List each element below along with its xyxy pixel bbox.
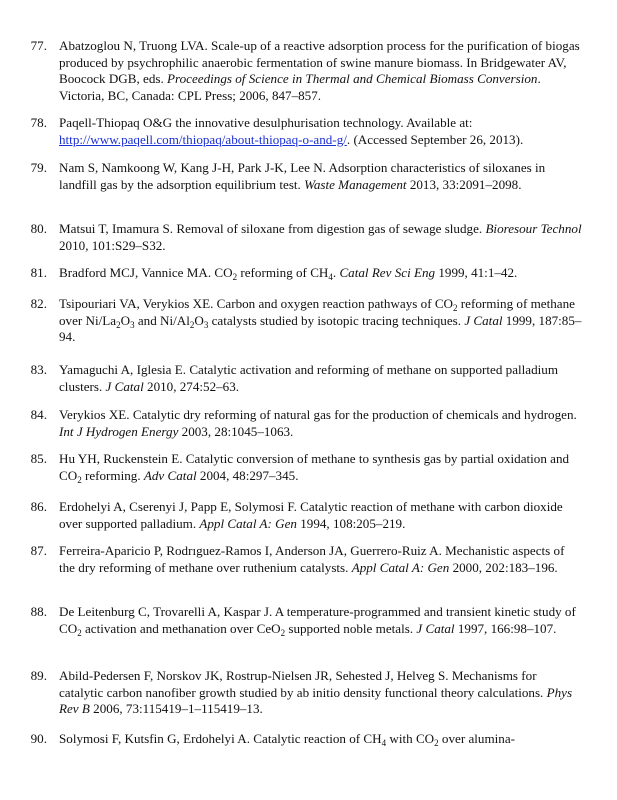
reference-text: Ferreira-Aparicio P, Rodrıguez-Ramos I, Anderson JA, Guerrero-Ruiz A. Mechanistic aspects of the dry reforming of methane over ruthenium catalysts. Appl Catal A: Gen 2000, 202:183–196.: [59, 543, 565, 575]
reference-text: Abild-Pedersen F, Norskov JK, Rostrup-Nielsen JR, Sehested J, Helveg S. Mechanisms for catalytic carbon nanofiber growth studied by ab initio density functional theory calculations. Phys Rev B 2006, 73:115419–1–115419–13.: [59, 668, 573, 717]
reference-number: 80.: [30, 221, 47, 236]
journal-title: Adv Catal: [143, 467, 197, 483]
reference-number: 87.: [30, 543, 47, 558]
reference-text: Tsipouriari VA, Verykios XE. Carbon and oxygen reaction pathways of $CO_2$ reforming of methane over $Ni/La_2O_3$ and $Ni/Al_2O_3$ catalysts studied by isotopic tracing techniques. J Catal 1999, 187:85–94.: [59, 296, 582, 345]
reference-number: 77.: [30, 38, 47, 53]
reference-number: 88.: [30, 604, 47, 619]
reference-text: Nam S, Namkoong W, Kang J-H, Park J-K, Lee N. Adsorption characteristics of siloxanes in landfill gas by the adsorption equilibrium test. Waste Management 2013, 33:2091–2098.: [59, 160, 546, 192]
journal-title: Phys Rev B: [59, 684, 573, 717]
reference-text: Bradford MCJ, Vannice MA. $CO_2$ reforming of $CH_4$. Catal Rev Sci Eng 1999, 41:1–42.: [59, 265, 518, 282]
journal-title: Int J Hydrogen Energy: [59, 423, 179, 439]
reference-number: 83.: [30, 362, 47, 377]
reference-number: 84.: [30, 407, 47, 422]
reference-text: Erdohelyi A, Cserenyi J, Papp E, Solymosi F. Catalytic reaction of methane with carbon dioxide over supported palladium. Appl Catal A: Gen 1994, 108:205–219.: [59, 499, 563, 531]
journal-title: J Catal: [464, 312, 503, 328]
reference-text: De Leitenburg C, Trovarelli A, Kaspar J. A temperature-programmed and transient kinetic study of $CO_2$ activation and methanation over CeO$_2$ supported noble metals. J Catal 1997, 166:98–107.: [59, 604, 576, 638]
journal-title: Appl Catal A: Gen: [351, 559, 450, 575]
reference-number: 89.: [30, 668, 47, 683]
journal-title: Waste Management: [304, 176, 407, 192]
journal-title: J Catal: [416, 620, 455, 636]
journal-title: Catal Rev Sci Eng: [339, 265, 436, 280]
reference-number: 86.: [30, 499, 47, 514]
reference-number: 85.: [30, 451, 47, 466]
journal-title: J Catal: [105, 378, 144, 394]
reference-url-link[interactable]: http://www.paqell.com/thiopaq/about-thiopaq-o-and-g/: [59, 131, 347, 147]
reference-text: Abatzoglou N, Truong LVA. Scale-up of a reactive adsorption process for the purification of biogas produced by psychrophilic anaerobic fermentation of swine manure biomass. In Bridgewater AV, Boocock DGB, eds. Proceedings of Science in Thermal and Chemical Biomass Conversion. Victoria, BC, Canada: CPL Press; 2006, 847–857.: [59, 38, 580, 103]
reference-number: 90.: [30, 731, 47, 746]
reference-number: 79.: [30, 160, 47, 175]
reference-text: Paqell-Thiopaq O&G the innovative desulphurisation technology. Available at: http://www.paqell.com/thiopaq/about-thiopaq-o-and-g/. (Accessed September 26, 2013).: [59, 115, 524, 147]
reference-text: Matsui T, Imamura S. Removal of siloxane from digestion gas of sewage sludge. Bioresour Technol 2010, 101:S29–S32.: [59, 221, 582, 253]
reference-text: Hu YH, Ruckenstein E. Catalytic conversion of methane to synthesis gas by partial oxidation and $CO_2$ reforming. Adv Catal 2004, 48:297–345.: [59, 451, 570, 485]
reference-number: 78.: [30, 115, 47, 130]
journal-title: Proceedings of Science in Thermal and Chemical Biomass Conversion: [167, 71, 538, 87]
reference-text: Verykios XE. Catalytic dry reforming of natural gas for the production of chemicals and hydrogen. Int J Hydrogen Energy 2003, 28:1045–1063.: [59, 407, 577, 439]
reference-text: Solymosi F, Kutsfin G, Erdohelyi A. Catalytic reaction of $CH_4$ with $CO_2$ over alumina-: [59, 731, 515, 748]
reference-number: 81.: [30, 265, 47, 280]
reference-number: 82.: [30, 296, 47, 311]
journal-title: Bioresour Technol: [485, 221, 582, 236]
journal-title: Appl Catal A: Gen: [199, 515, 297, 531]
reference-text: Yamaguchi A, Iglesia E. Catalytic activation and reforming of methane on supported palladium clusters. J Catal 2010, 274:52–63.: [59, 362, 559, 394]
